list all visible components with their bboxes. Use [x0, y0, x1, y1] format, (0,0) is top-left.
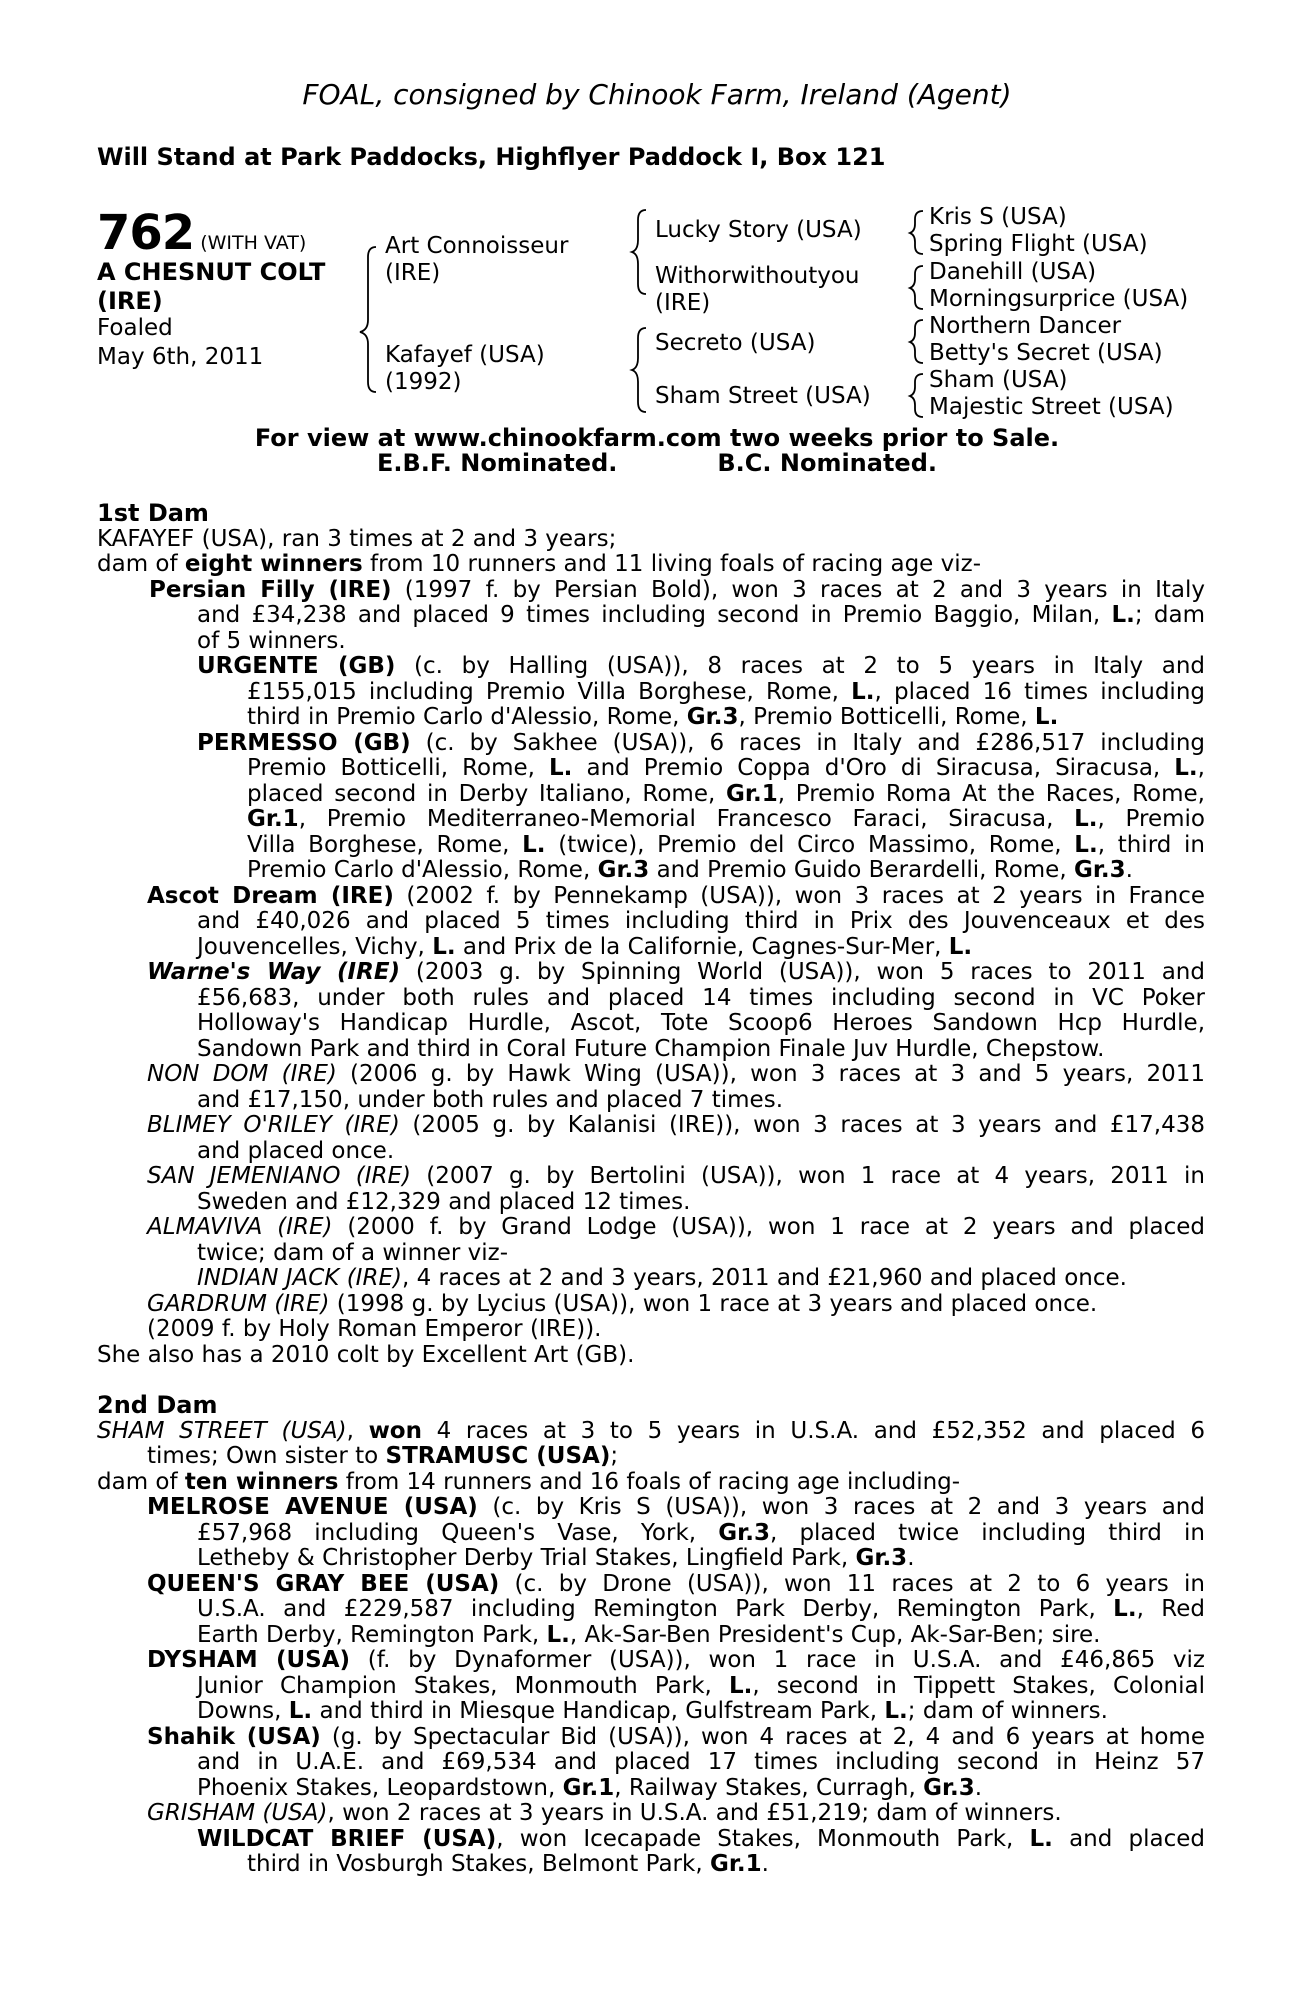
gen4-1: Kris S (USA)	[929, 204, 1067, 230]
non-dom-line1: NON DOM (IRE) (2006 g. by Hawk Wing (USA)), won 3 races at 3 and 5 years, 2011	[147, 1061, 1205, 1087]
wildcat-brief-line2: third in Vosburgh Stakes, Belmont Park, Gr.1.	[247, 1851, 769, 1877]
queens-gray-bee-line1: QUEEN'S GRAY BEE (USA) (c. by Drone (USA)), won 11 races at 2 to 6 years in	[147, 1570, 1206, 1597]
second-dam-heading: 2nd Dam	[97, 1391, 218, 1419]
sire-sire: Lucky Story (USA)	[655, 217, 862, 243]
first-dam-heading: 1st Dam	[97, 499, 209, 527]
queens-gray-bee-line3: Earth Derby, Remington Park, L., Ak-Sar-Ben President's Cup, Ak-Sar-Ben; sire.	[197, 1621, 1101, 1648]
first-dam-section	[97, 501, 1205, 1368]
urgente-line1: URGENTE (GB) (c. by Halling (USA)), 8 races at 2 to 5 years in Italy and	[197, 653, 1205, 679]
permesso-line6: Premio Carlo d'Alessio, Rome, Gr.3 and Premio Guido Berardelli, Rome, Gr.3.	[247, 857, 1133, 883]
consignment-line: FOAL, consigned by Chinook Farm, Ireland (Agent)	[302, 78, 1012, 111]
dam-dam: Sham Street (USA)	[655, 383, 871, 409]
gen4-8: Majestic Street (USA)	[929, 394, 1174, 420]
lot-name-line1: A CHESNUT COLT	[97, 258, 326, 286]
second-dam-section	[97, 1393, 1205, 1878]
bc-nominated: B.C. Nominated.	[717, 449, 938, 477]
second-dam-line1: SHAM STREET (USA), won 4 races at 3 to 5 years in U.S.A. and £52,352 and placed 6	[97, 1417, 1206, 1444]
brace-gen3-4	[910, 374, 923, 417]
dam-name: Kafayef (USA)	[385, 342, 545, 368]
urgente-line3: third in Premio Carlo d'Alessio, Rome, Gr.3, Premio Botticelli, Rome, L.	[247, 704, 1059, 730]
also-has-line: She also has a 2010 colt by Excellent Art (GB).	[97, 1341, 635, 1368]
shahik-line1: Shahik (USA) (g. by Spectacular Bid (USA)), won 4 races at 2, 4 and 6 years at home	[147, 1723, 1205, 1750]
persian-filly-line2: and £34,238 and placed 9 times including second in Premio Baggio, Milan, L.; dam	[197, 602, 1205, 628]
almaviva-line1: ALMAVIVA (IRE) (2000 f. by Grand Lodge (USA)), won 1 race at 2 years and placed	[147, 1214, 1205, 1240]
warnes-way-line3: Holloway's Handicap Hurdle, Ascot, Tote Scoop6 Heroes Sandown Hcp Hurdle,	[197, 1010, 1205, 1036]
brace-gen3-2	[910, 266, 923, 309]
almaviva-line2: twice; dam of a winner viz-	[197, 1239, 509, 1266]
blimey-line1: BLIMEY O'RILEY (IRE) (2005 g. by Kalanisi (IRE)), won 3 races at 3 years and £17,438	[147, 1112, 1206, 1138]
gardrum-line: GARDRUM (IRE) (1998 g. by Lycius (USA)), won 1 race at 3 years and placed once.	[147, 1290, 1098, 1317]
sire-dam-line1: Withorwithoutyou	[655, 263, 860, 289]
foal-2009-line: (2009 f. by Holy Roman Emperor (IRE)).	[147, 1316, 602, 1342]
brace-gen2-dam	[632, 328, 646, 412]
permesso-line5: Villa Borghese, Rome, L. (twice), Premio del Circo Massimo, Rome, L., third in	[247, 831, 1205, 858]
ascot-dream-line2: and £40,026 and placed 5 times including third in Prix des Jouvenceaux et des	[197, 908, 1205, 934]
foaled-date: May 6th, 2011	[97, 344, 264, 370]
second-dam-line2: times; Own sister to STRAMUSC (USA);	[147, 1443, 619, 1469]
ebf-nominated: E.B.F. Nominated.	[376, 449, 618, 477]
queens-gray-bee-line2: U.S.A. and £229,587 including Remington Park Derby, Remington Park, L., Red	[197, 1596, 1205, 1622]
dysham-line3: Downs, L. and third in Miesque Handicap, Gulfstream Park, L.; dam of winners.	[197, 1698, 1108, 1724]
persian-filly-line1: Persian Filly (IRE) (1997 f. by Persian Bold), won 3 races at 2 and 3 years in Italy	[149, 576, 1205, 603]
sire-country: (IRE)	[385, 260, 441, 286]
san-jemeniano-line1: SAN JEMENIANO (IRE) (2007 g. by Bertolini (USA)), won 1 race at 4 years, 2011 in	[147, 1163, 1205, 1189]
dam-sire: Secreto (USA)	[655, 330, 816, 356]
brace-gen3-1	[910, 211, 923, 254]
persian-filly-line3: of 5 winners.	[197, 627, 346, 654]
permesso-line1: PERMESSO (GB) (c. by Sakhee (USA)), 6 races in Italy and £286,517 including	[197, 729, 1205, 756]
warnes-way-line1: Warne's Way (IRE) (2003 g. by Spinning World (USA)), won 5 races to 2011 and	[147, 959, 1205, 985]
gen4-7: Sham (USA)	[929, 367, 1068, 393]
shahik-line2: and in U.A.E. and £69,534 and placed 17 times including second in Heinz 57	[197, 1749, 1205, 1775]
vat-note: (WITH VAT)	[200, 232, 307, 254]
melrose-line1: MELROSE AVENUE (USA) (c. by Kris S (USA)), won 3 races at 2 and 3 years and	[147, 1494, 1205, 1520]
ascot-dream-line1: Ascot Dream (IRE) (2002 f. by Pennekamp (USA)), won 3 races at 2 years in France	[147, 882, 1206, 909]
brace-gen3-3	[910, 320, 923, 363]
shahik-line3: Phoenix Stakes, Leopardstown, Gr.1, Railway Stakes, Curragh, Gr.3.	[197, 1774, 983, 1801]
dysham-line1: DYSHAM (USA) (f. by Dynaformer (USA)), won 1 race in U.S.A. and £46,865 viz	[147, 1647, 1205, 1673]
wildcat-brief-line1: WILDCAT BRIEF (USA), won Icecapade Stakes, Monmouth Park, L. and placed	[197, 1825, 1205, 1852]
dam-year: (1992)	[385, 369, 462, 395]
melrose-line3: Letheby & Christopher Derby Trial Stakes, Lingfield Park, Gr.3.	[197, 1545, 915, 1571]
lot-name-line2: (IRE)	[97, 287, 163, 315]
first-dam-produce-line: dam of eight winners from 10 runners and 11 living foals of racing age viz-	[97, 551, 982, 577]
permesso-line4: Gr.1, Premio Mediterraneo-Memorial Francesco Faraci, Siracusa, L., Premio	[247, 806, 1205, 832]
dysham-line2: Junior Champion Stakes, Monmouth Park, L., second in Tippett Stakes, Colonial	[197, 1672, 1205, 1699]
gen4-2: Spring Flight (USA)	[929, 231, 1148, 257]
warnes-way-line2: £56,683, under both rules and placed 14 times including second in VC Poker	[197, 984, 1205, 1011]
first-dam-line: KAFAYEF (USA), ran 3 times at 2 and 3 years;	[97, 525, 617, 552]
lot-number: 762	[97, 205, 195, 261]
san-jemeniano-line2: Sweden and £12,329 and placed 12 times.	[197, 1188, 691, 1215]
permesso-line2: Premio Botticelli, Rome, L. and Premio Coppa d'Oro di Siracusa, Siracusa, L.,	[247, 755, 1205, 781]
indian-jack-line: INDIAN JACK (IRE), 4 races at 2 and 3 years, 2011 and £21,960 and placed once.	[197, 1265, 1127, 1291]
nominations	[0, 449, 1314, 477]
grisham-line: GRISHAM (USA), won 2 races at 3 years in U.S.A. and £51,219; dam of winners.	[147, 1800, 1062, 1826]
sire-name: Art Connoisseur	[385, 233, 569, 259]
foaled-label: Foaled	[97, 315, 173, 341]
brace-gen1	[360, 247, 376, 392]
gen4-3: Danehill (USA)	[929, 259, 1097, 285]
ascot-dream-line3: Jouvencelles, Vichy, L. and Prix de la Californie, Cagnes-Sur-Mer, L.	[197, 933, 973, 960]
urgente-line2: £155,015 including Premio Villa Borghese, Rome, L., placed 16 times including	[247, 678, 1205, 705]
gen4-6: Betty's Secret (USA)	[929, 340, 1163, 366]
non-dom-line2: and £17,150, under both rules and placed 7 times.	[197, 1086, 784, 1113]
gen4-5: Northern Dancer	[929, 313, 1122, 339]
permesso-line3: placed second in Derby Italiano, Rome, Gr.1, Premio Roma At the Races, Rome,	[247, 780, 1205, 807]
melrose-line2: £57,968 including Queen's Vase, York, Gr.3, placed twice including third in	[197, 1519, 1206, 1546]
stand-location: Will Stand at Park Paddocks, Highflyer Paddock I, Box 121	[97, 143, 886, 171]
view-note: For view at www.chinookfarm.com two weeks prior to Sale.	[254, 424, 1060, 452]
warnes-way-line4: Sandown Park and third in Coral Future Champion Finale Juv Hurdle, Chepstow.	[197, 1035, 1105, 1062]
brace-gen2-sire	[632, 210, 646, 294]
gen4-4: Morningsurprice (USA)	[929, 286, 1189, 312]
second-dam-produce-line: dam of ten winners from 14 runners and 16 foals of racing age including-	[97, 1468, 961, 1495]
sire-dam-line2: (IRE)	[655, 290, 711, 316]
blimey-line2: and placed once.	[197, 1137, 395, 1164]
